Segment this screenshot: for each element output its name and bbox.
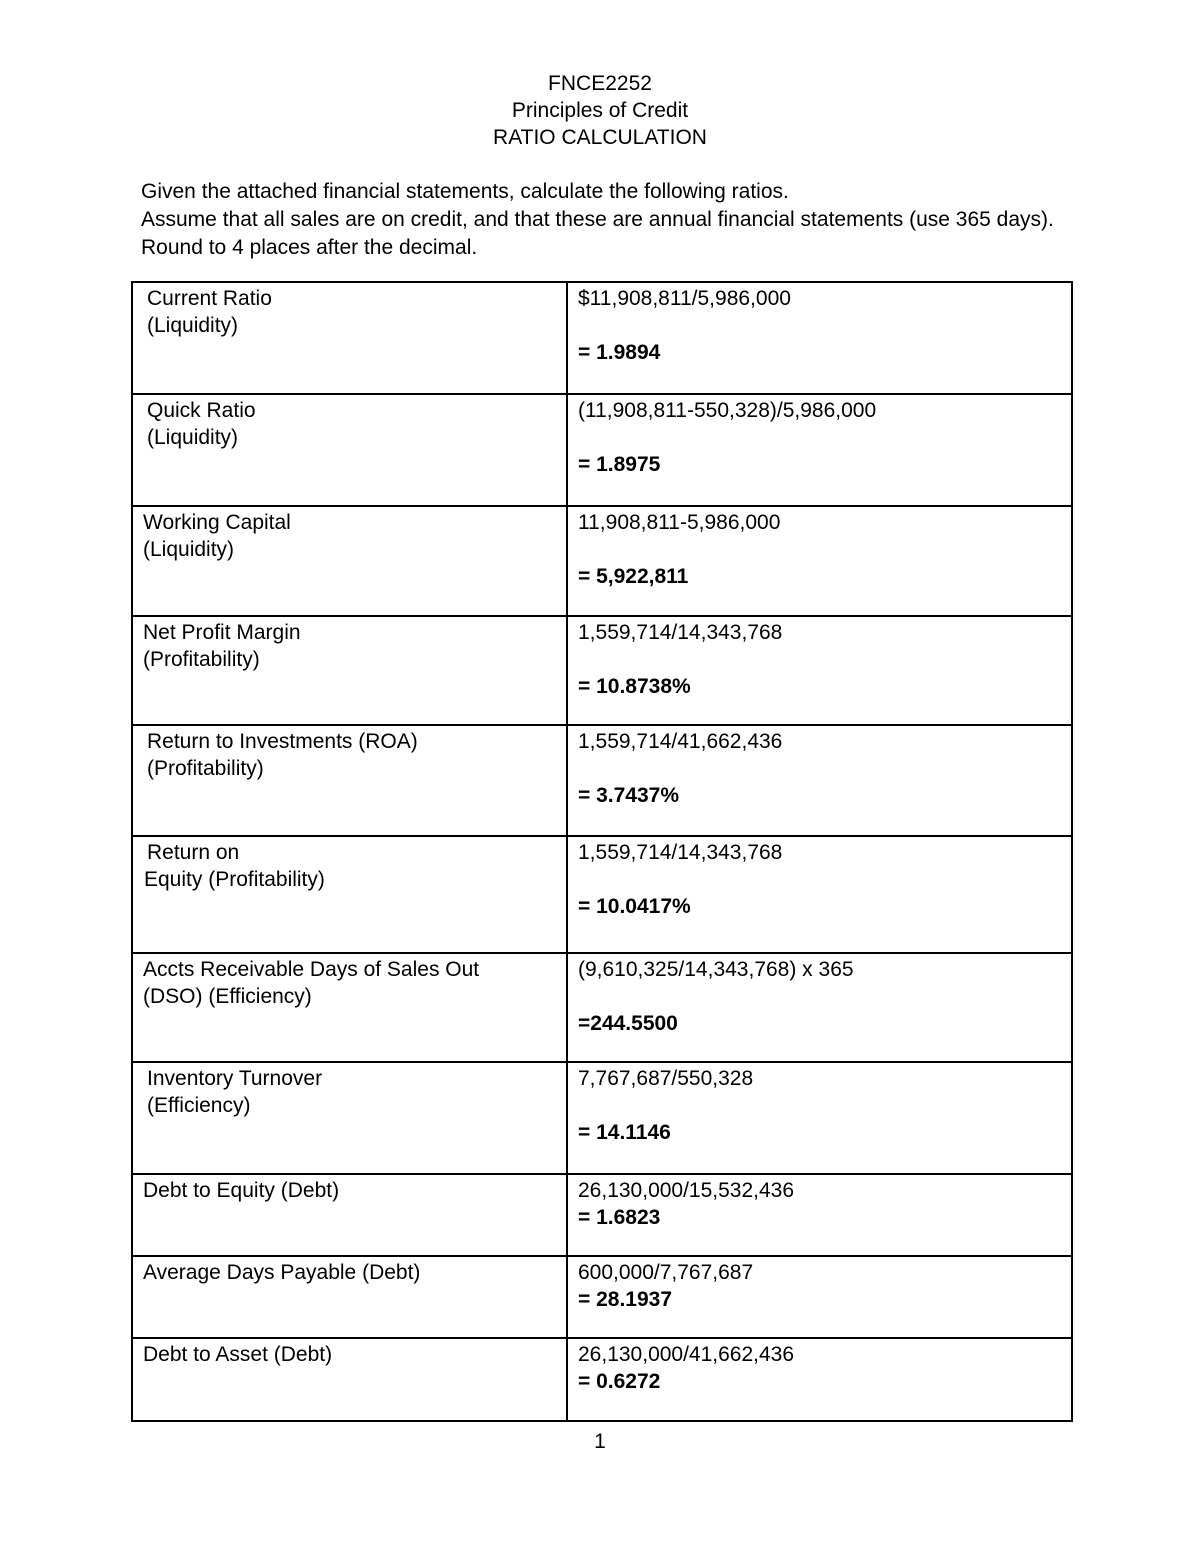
ratio-category: (Liquidity) [147, 314, 239, 337]
table-row [132, 282, 1072, 394]
ratio-formula: 11,908,811-5,986,000 [578, 511, 781, 534]
ratio-name: Return on [147, 841, 240, 864]
ratio-result: = 1.9894 [578, 341, 661, 364]
document-title: RATIO CALCULATION [493, 126, 707, 149]
ratio-label-cell [132, 1338, 567, 1421]
page-number: 1 [594, 1430, 606, 1453]
table-row [132, 1174, 1072, 1256]
ratio-label-cell [132, 1174, 567, 1256]
ratio-calculation-cell [567, 282, 1072, 394]
ratio-label-cell [132, 725, 567, 836]
ratio-name: Quick Ratio [147, 399, 256, 422]
ratio-category: (Liquidity) [143, 538, 235, 561]
ratio-formula: 1,559,714/14,343,768 [578, 621, 783, 644]
ratio-result: = 28.1937 [578, 1288, 673, 1311]
table-row [132, 1256, 1072, 1338]
ratio-result: = 0.6272 [578, 1370, 661, 1393]
ratio-result: =244.5500 [578, 1012, 678, 1035]
ratio-result: = 1.6823 [578, 1206, 661, 1229]
ratio-name: Accts Receivable Days of Sales Out [143, 958, 480, 981]
ratio-label-cell [132, 1256, 567, 1338]
ratio-label-cell [132, 1062, 567, 1174]
ratio-result: = 14.1146 [578, 1121, 671, 1144]
table-row [132, 1062, 1072, 1174]
ratio-formula: 1,559,714/14,343,768 [578, 841, 783, 864]
ratio-calculation-cell [567, 394, 1072, 506]
ratio-formula: (9,610,325/14,343,768) x 365 [578, 958, 854, 981]
ratio-label-cell [132, 282, 567, 394]
ratio-calculation-cell [567, 506, 1072, 616]
instructions-line-2: Assume that all sales are on credit, and that these are annual financial statements (use 365 days). Round to 4 places after the decimal. [141, 208, 1054, 259]
course-title: Principles of Credit [511, 99, 689, 122]
ratio-label-cell [132, 394, 567, 506]
document-header [0, 70, 1200, 151]
ratio-calculation-cell [567, 1338, 1072, 1421]
ratio-calculation-cell [567, 725, 1072, 836]
table-row [132, 1338, 1072, 1421]
table-row [132, 394, 1072, 506]
ratio-formula: (11,908,811-550,328)/5,986,000 [578, 399, 877, 422]
ratio-result: = 3.7437% [578, 784, 680, 807]
course-code: FNCE2252 [548, 72, 652, 95]
ratio-category: (Efficiency) [147, 1094, 251, 1117]
ratio-label-cell [132, 836, 567, 953]
ratio-category: Equity (Profitability) [144, 868, 325, 891]
ratio-calculation-cell [567, 1062, 1072, 1174]
instructions-line-1: Given the attached financial statements, calculate the following ratios. [141, 180, 789, 203]
table-row [132, 616, 1072, 725]
ratio-formula: 1,559,714/41,662,436 [578, 730, 783, 753]
ratio-table [131, 281, 1073, 1422]
ratio-category: (Profitability) [147, 757, 264, 780]
ratio-name: Current Ratio [147, 287, 272, 310]
ratio-result: = 10.8738% [578, 675, 691, 698]
ratio-calculation-cell [567, 1174, 1072, 1256]
ratio-result: = 1.8975 [578, 453, 661, 476]
ratio-result: = 5,922,811 [578, 565, 689, 588]
ratio-name: Average Days Payable (Debt) [143, 1261, 421, 1284]
ratio-category: (Liquidity) [147, 426, 239, 449]
ratio-name: Return to Investments (ROA) [147, 730, 418, 753]
ratio-label-cell [132, 953, 567, 1062]
ratio-formula: 7,767,687/550,328 [578, 1067, 754, 1090]
ratio-calculation-cell [567, 836, 1072, 953]
ratio-name: Working Capital [143, 511, 291, 534]
ratio-calculation-cell [567, 1256, 1072, 1338]
ratio-formula: 26,130,000/15,532,436 [578, 1179, 795, 1202]
ratio-category: (DSO) (Efficiency) [143, 985, 312, 1008]
table-row [132, 506, 1072, 616]
ratio-name: Debt to Equity (Debt) [143, 1179, 340, 1202]
ratio-formula: 600,000/7,767,687 [578, 1261, 754, 1284]
ratio-calculation-cell [567, 616, 1072, 725]
ratio-formula: $11,908,811/5,986,000 [578, 287, 791, 310]
ratio-label-cell [132, 616, 567, 725]
ratio-name: Debt to Asset (Debt) [143, 1343, 333, 1366]
instructions [141, 178, 1101, 262]
table-row [132, 725, 1072, 836]
ratio-name: Net Profit Margin [143, 621, 301, 644]
ratio-label-cell [132, 506, 567, 616]
ratio-formula: 26,130,000/41,662,436 [578, 1343, 795, 1366]
table-row [132, 953, 1072, 1062]
table-row [132, 836, 1072, 953]
ratio-result: = 10.0417% [578, 895, 691, 918]
ratio-calculation-cell [567, 953, 1072, 1062]
ratio-category: (Profitability) [143, 648, 260, 671]
ratio-name: Inventory Turnover [147, 1067, 323, 1090]
